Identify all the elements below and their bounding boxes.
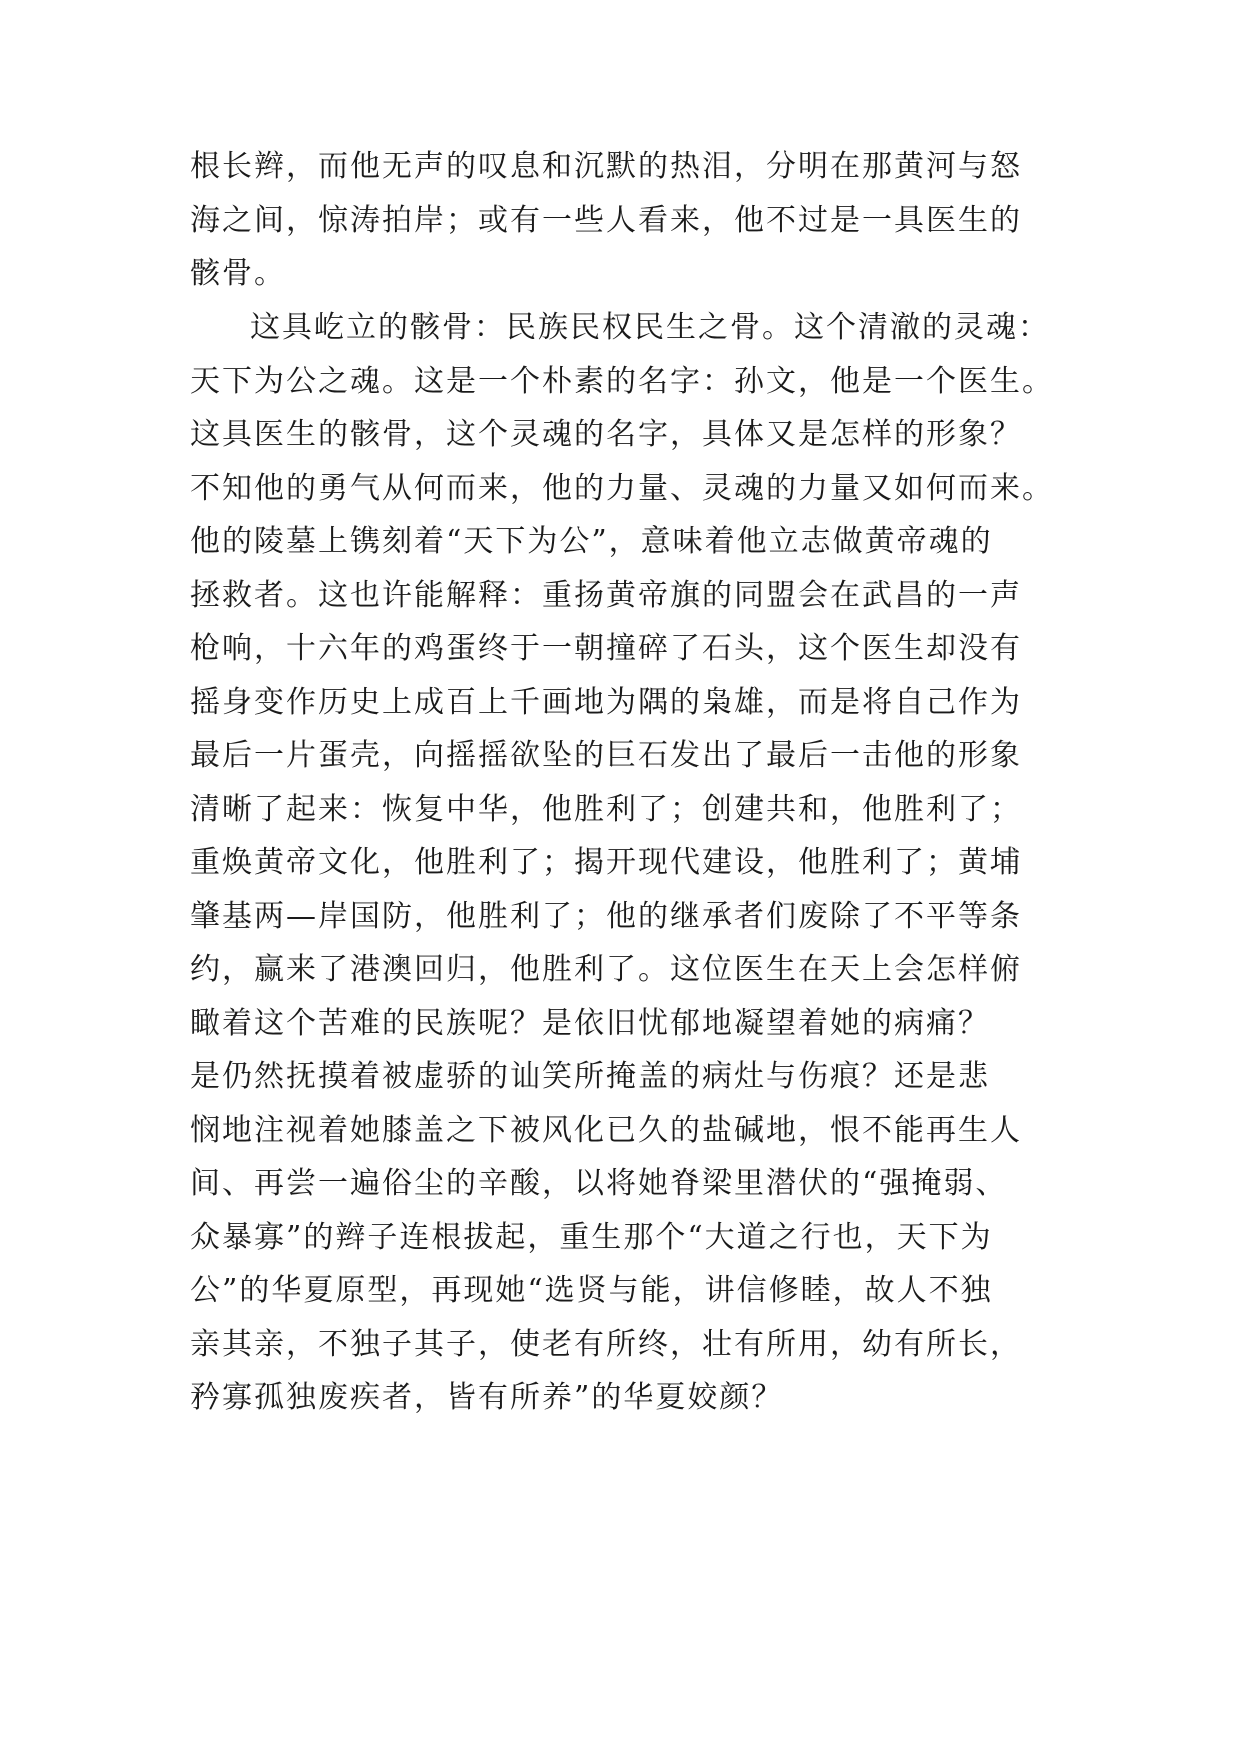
paragraph-line: 间、再尝一遍俗尘的辛酸，以将她脊梁里潜伏的“强掩弱、 xyxy=(190,1166,1008,1201)
paragraph-line: 矜寡孤独废疾者，皆有所养”的华夏姣颜？ xyxy=(190,1380,784,1415)
paragraph-line: 天下为公之魂。这是一个朴素的名字：孙文，他是一个医生。 xyxy=(190,364,1054,399)
paragraph-line: 悯地注视着她膝盖之下被风化已久的盐碱地，恨不能再生人 xyxy=(190,1113,1022,1148)
paragraph-line: 瞰着这个苦难的民族呢？是依旧忧郁地凝望着她的病痛？ xyxy=(190,1006,990,1041)
paragraph-line: 肇基两—岸国防，他胜利了；他的继承者们废除了不平等条 xyxy=(190,899,1022,934)
paragraph-line: 他的陵墓上镌刻着“天下为公”，意味着他立志做黄帝魂的 xyxy=(190,524,993,559)
paragraph-line: 摇身变作历史上成百上千画地为隅的枭雄，而是将自己作为 xyxy=(190,685,1022,720)
paragraph-line-indented: 这具屹立的骸骨：民族民权民生之骨。这个清澈的灵魂： xyxy=(250,310,1050,345)
paragraph-line: 这具医生的骸骨，这个灵魂的名字，具体又是怎样的形象？ xyxy=(190,417,1022,452)
paragraph-line: 公”的华夏原型，再现她“选贤与能，讲信修睦，故人不独 xyxy=(190,1273,993,1308)
paragraph-line: 骸骨。 xyxy=(190,256,286,291)
paragraph-line: 最后一片蛋壳，向摇摇欲坠的巨石发出了最后一击他的形象 xyxy=(190,738,1022,773)
paragraph-line: 海之间，惊涛拍岸；或有一些人看来，他不过是一具医生的 xyxy=(190,203,1022,238)
paragraph-line: 重焕黄帝文化，他胜利了；揭开现代建设，他胜利了；黄埔 xyxy=(190,845,1022,880)
paragraph-line: 亲其亲，不独子其子，使老有所终，壮有所用，幼有所长， xyxy=(190,1327,1022,1362)
paragraph-line: 众暴寡”的辫子连根拔起，重生那个“大道之行也，天下为 xyxy=(190,1220,993,1255)
paragraph-line: 是仍然抚摸着被虚骄的讪笑所掩盖的病灶与伤痕？还是悲 xyxy=(190,1059,990,1094)
paragraph-line: 拯救者。这也许能解释：重扬黄帝旗的同盟会在武昌的一声 xyxy=(190,578,1022,613)
paragraph-line: 不知他的勇气从何而来，他的力量、灵魂的力量又如何而来。 xyxy=(190,471,1054,506)
paragraph-line: 约，赢来了港澳回归，他胜利了。这位医生在天上会怎样俯 xyxy=(190,952,1022,987)
paragraph-line: 根长辫，而他无声的叹息和沉默的热泪，分明在那黄河与怒 xyxy=(190,149,1022,184)
paragraph-line: 清晰了起来：恢复中华，他胜利了；创建共和，他胜利了； xyxy=(190,792,1022,827)
paragraph-line: 枪响，十六年的鸡蛋终于一朝撞碎了石头，这个医生却没有 xyxy=(190,631,1022,666)
